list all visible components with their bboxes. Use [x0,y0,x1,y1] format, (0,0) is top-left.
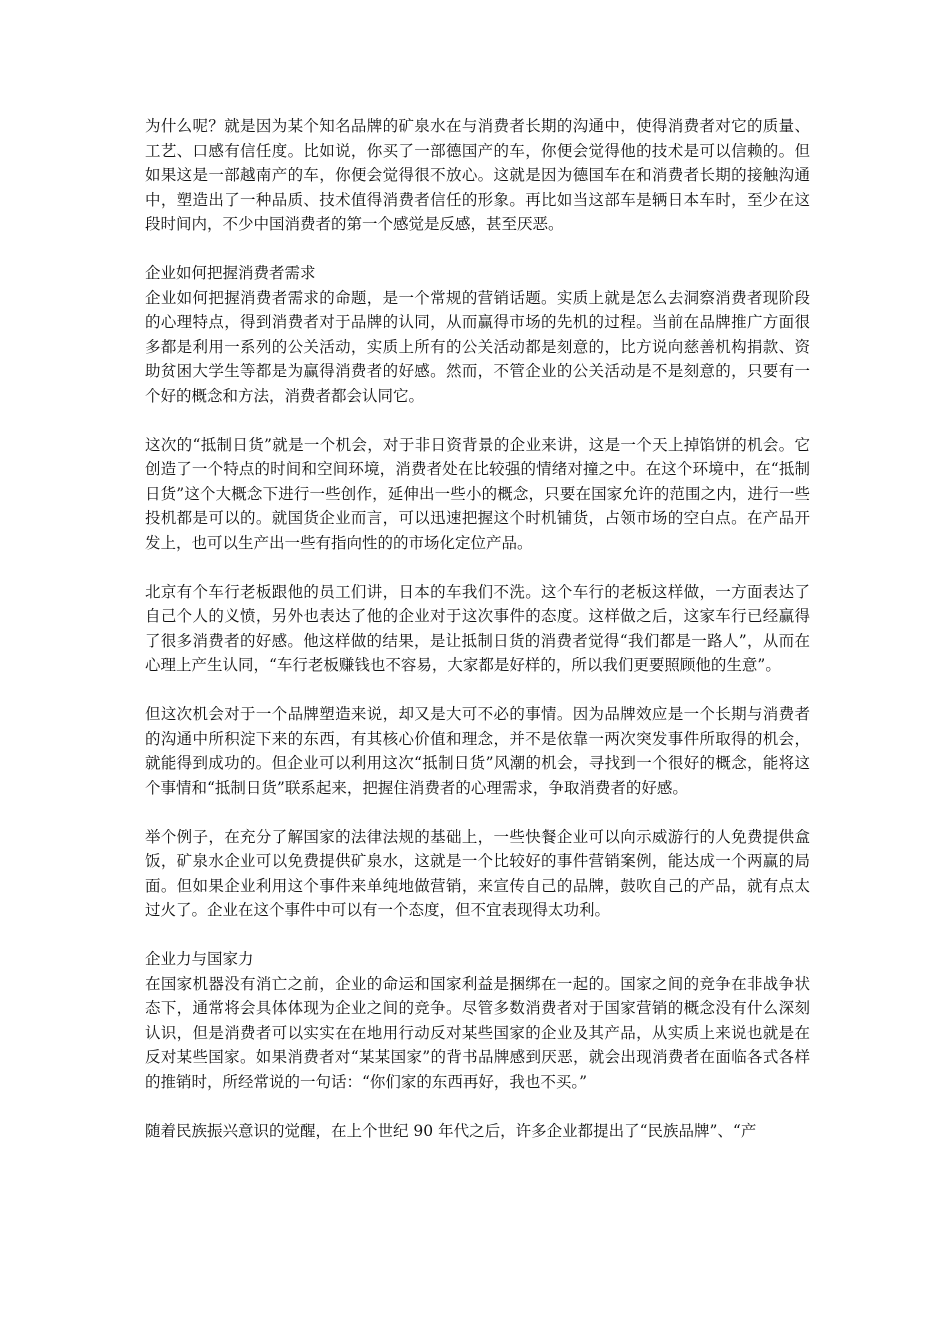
paragraph-gap [145,237,810,262]
section-heading-enterprise-nation: 企业力与国家力 [145,950,254,968]
paragraph-4: 北京有个车行老板跟他的员工们讲，日本的车我们不洗。这个车行的老板这样做，一方面表达了自己个人的义愤，另外也表达了他的企业对于这次事件的态度。这样做之后，这家车行已经赢得了很多消费者的好感。他这样做的结果，是让抵制日货的消费者觉得“我们都是一路人”，从而在心理上产生认同，“车行老板赚钱也不容易，大家都是好样的，所以我们更要照顾他的生意”。 [145,582,810,674]
paragraph-gap [145,678,810,703]
paragraph-gap [145,408,810,433]
document-page [145,114,810,1143]
paragraph-2: 企业如何把握消费者需求的命题，是一个常规的营销话题。实质上就是怎么去洞察消费者现阶段的心理特点，得到消费者对于品牌的认同，从而赢得市场的先机的过程。当前在品牌推广方面很多都是利用一系列的公关活动，实质上所有的公关活动都是刻意的，比方说向慈善机构捐款、资助贫困大学生等都是为赢得消费者的好感。然而，不管企业的公关活动是不是刻意的，只要有一个好的概念和方法，消费者都会认同它。 [145,288,810,405]
paragraph-gap [145,800,810,825]
paragraph-8: 随着民族振兴意识的觉醒，在上个世纪 90 年代之后，许多企业都提出了“民族品牌”、“产 [145,1121,757,1140]
paragraph-3: 这次的“抵制日货”就是一个机会，对于非日资背景的企业来讲，这是一个天上掉馅饼的机会。它创造了一个特点的时间和空间环境，消费者处在比较强的情绪对撞之中。在这个环境中，在“抵制日货”这个大概念下进行一些创作，延伸出一些小的概念，只要在国家允许的范围之内，进行一些投机都是可以的。就国货企业而言，可以迅速把握这个时机铺货，占领市场的空白点。在产品开发上，也可以生产出一些有指向性的的市场化定位产品。 [145,435,810,552]
paragraph-gap [145,1094,810,1119]
paragraph-1: 为什么呢？就是因为某个知名品牌的矿泉水在与消费者长期的沟通中，使得消费者对它的质量、工艺、口感有信任度。比如说，你买了一部德国产的车，你便会觉得他的技术是可以信赖的。但如果这是一部越南产的车，你便会觉得很不放心。这就是因为德国车在和消费者长期的接触沟通中，塑造出了一种品质、技术值得消费者信任的形象。再比如当这部车是辆日本车时，至少在这段时间内，不少中国消费者的第一个感觉是反感，甚至厌恶。 [145,117,810,233]
paragraph-gap [145,923,810,948]
paragraph-gap [145,555,810,580]
paragraph-6: 举个例子，在充分了解国家的法律法规的基础上，一些快餐企业可以向示威游行的人免费提供盒饭，矿泉水企业可以免费提供矿泉水，这就是一个比较好的事件营销案例，能达成一个两赢的局面。但如果企业利用这个事件来单纯地做营销，来宣传自己的品牌，鼓吹自己的产品，就有点太过火了。企业在这个事件中可以有一个态度，但不宜表现得太功利。 [145,827,810,919]
paragraph-5: 但这次机会对于一个品牌塑造来说，却又是大可不必的事情。因为品牌效应是一个长期与消费者的沟通中所积淀下来的东西，有其核心价值和理念，并不是依靠一两次突发事件所取得的机会，就能得到成功的。但企业可以利用这次“抵制日货”风潮的机会，寻找到一个很好的概念，能将这个事情和“抵制日货”联系起来，把握住消费者的心理需求，争取消费者的好感。 [145,705,810,797]
section-heading-consumer-demand: 企业如何把握消费者需求 [145,264,316,282]
paragraph-7: 在国家机器没有消亡之前，企业的命运和国家利益是捆绑在一起的。国家之间的竞争在非战争状态下，通常将会具体体现为企业之间的竞争。尽管多数消费者对于国家营销的概念没有什么深刻认识，但是消费者可以实实在在地用行动反对某些国家的企业及其产品，从实质上来说也就是在反对某些国家。如果消费者对“某某国家”的背书品牌感到厌恶，就会出现消费者在面临各式各样的推销时，所经常说的一句话：“你们家的东西再好，我也不买。” [145,974,810,1091]
